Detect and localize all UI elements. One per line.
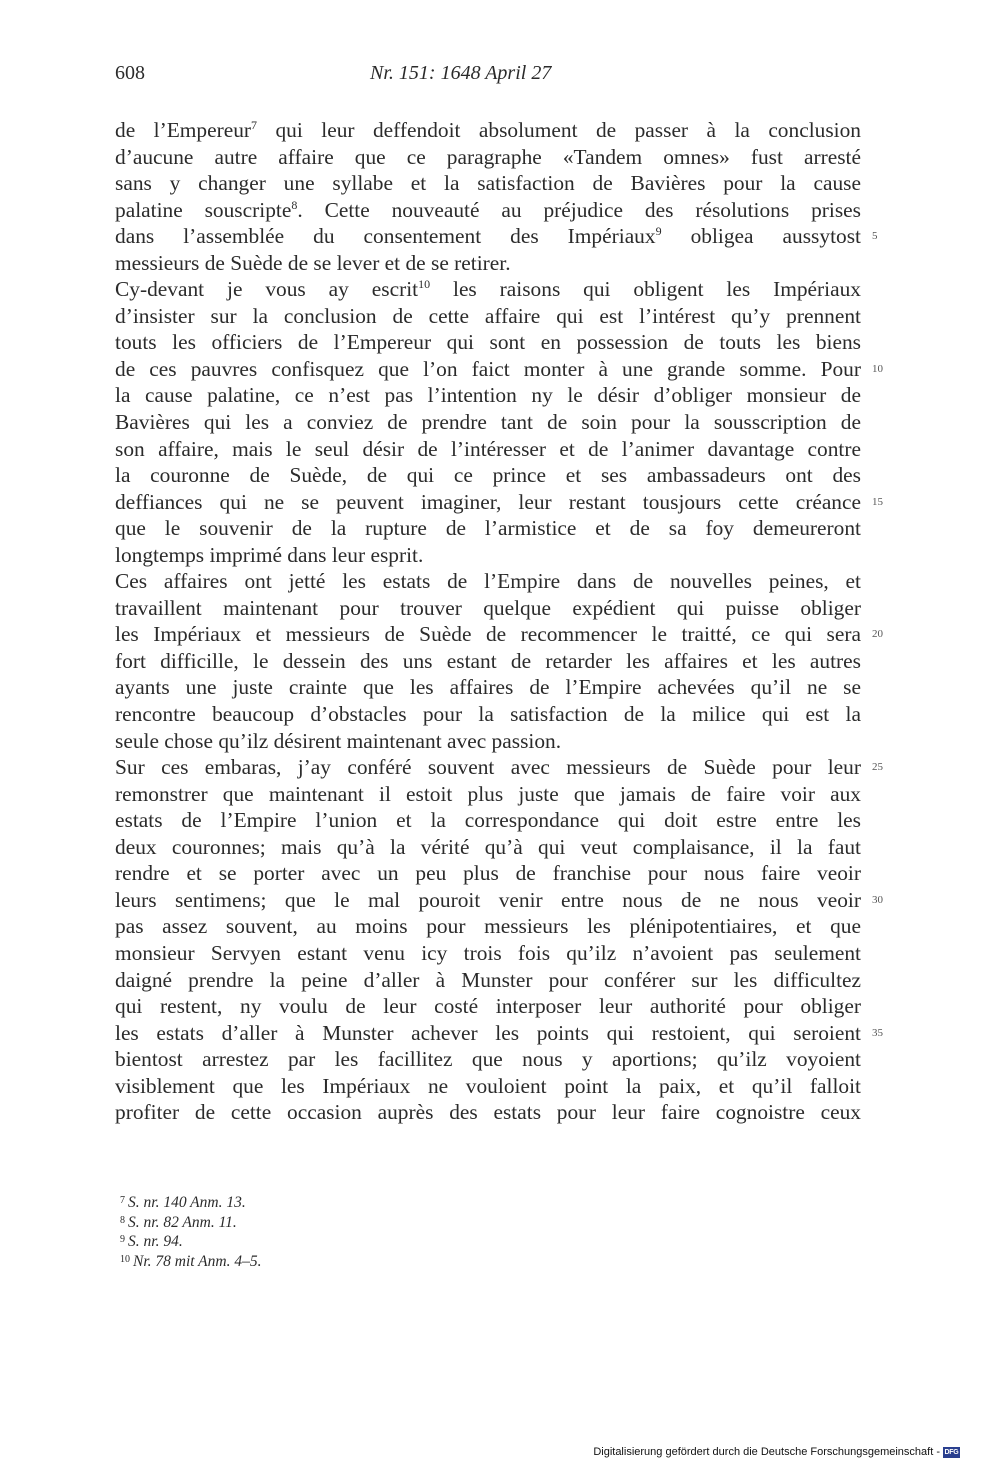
line-text: la couronne de Suède, de qui ce prince et ses ambassadeurs ont des xyxy=(115,463,861,488)
line-text: dans l’assemblée du consentement des Impériaux xyxy=(115,224,656,249)
text-line xyxy=(115,329,861,356)
text-line xyxy=(115,303,861,330)
text-line xyxy=(115,409,861,436)
line-text: qui restent, ny voulu de leur costé interposer leur authorité pour obliger xyxy=(115,994,861,1019)
line-text: seule chose qu’ilz désirent maintenant avec passion. xyxy=(115,728,562,753)
footnote-reference: 9 xyxy=(655,224,662,239)
text-line xyxy=(115,940,861,967)
footnote xyxy=(120,1230,720,1250)
text-line xyxy=(115,781,861,808)
footnote-text: S. nr. 82 Anm. 11. xyxy=(128,1213,237,1231)
footnote xyxy=(120,1211,720,1231)
line-text: deux couronnes; mais qu’à la vérité qu’à qui veut complaisance, il la faut xyxy=(115,834,861,859)
footnote-mark: 7 xyxy=(120,1195,125,1206)
dfg-logo: DFG xyxy=(944,1448,959,1456)
footnote-reference: 8 xyxy=(291,197,298,212)
text-line xyxy=(115,728,861,755)
footnote-mark: 9 xyxy=(120,1234,125,1246)
line-text-continued: . Cette nouveauté au préjudice des résolutions prises xyxy=(297,197,861,222)
footnote-reference: 7 xyxy=(251,118,258,132)
line-text: rendre et se porter avec un peu plus de franchise pour nous faire veoir xyxy=(115,861,861,886)
text-line xyxy=(115,860,861,887)
text-line xyxy=(115,648,861,675)
text-line xyxy=(115,754,883,781)
footnotes xyxy=(120,1191,720,1269)
text-line xyxy=(115,197,861,224)
line-text: remonstrer que maintenant il estoit plus juste que jamais de faire voir aux xyxy=(115,781,861,806)
text-line xyxy=(115,1046,861,1073)
line-text: sans y changer une syllabe et la satisfaction de Bavières pour la cause xyxy=(115,171,861,196)
footnote-reference: 10 xyxy=(418,277,431,292)
text-line xyxy=(115,674,861,701)
line-text: estats de l’Empire l’union et la correspondance qui doit estre entre les xyxy=(115,808,861,833)
text-line xyxy=(115,436,861,463)
footnote-text: S. nr. 140 Anm. 13. xyxy=(128,1194,246,1211)
line-number: 10 xyxy=(872,362,883,375)
text-line xyxy=(115,144,861,171)
line-text: de ces pauvres confisquez que l’on faict monter à une grande somme. Pour xyxy=(115,356,861,381)
text-line xyxy=(115,1073,861,1100)
line-text: monsieur Servyen estant venu icy trois fois qu’ilz n’avoient pas seulement xyxy=(115,940,861,965)
text-line xyxy=(115,170,861,197)
line-number: 35 xyxy=(872,1026,883,1039)
line-text: de l’Empereur xyxy=(115,118,252,142)
credit-text: Digitalisierung gefördert durch die Deutsche Forschungsgemeinschaft - xyxy=(593,1446,940,1458)
line-number: 15 xyxy=(872,495,883,508)
text-line xyxy=(115,887,883,914)
footnote-mark: 8 xyxy=(120,1214,125,1226)
text-line xyxy=(115,807,861,834)
line-text: pas assez souvent, au moins pour messieurs les plénipotentiaires, et que xyxy=(115,914,861,939)
line-text: les Impériaux et messieurs de Suède de recommencer le traitté, ce qui sera xyxy=(115,622,861,647)
line-number: 30 xyxy=(872,893,883,906)
line-text: rencontre beaucoup d’obstacles pour la satisfaction de la milice qui est la xyxy=(115,702,861,727)
line-text: visiblement que les Impériaux ne vouloient point la paix, et qu’il falloit xyxy=(115,1073,861,1098)
text-line xyxy=(115,913,861,940)
text-line xyxy=(115,117,861,144)
text-line xyxy=(115,515,861,542)
line-text: leurs sentimens; que le mal pouroit venir entre nous de ne nous veoir xyxy=(115,887,861,912)
text-line xyxy=(115,489,883,516)
text-line xyxy=(115,621,883,648)
text-line xyxy=(115,967,861,994)
line-text-continued: les raisons qui obligent les Impériaux xyxy=(430,277,861,302)
text-line xyxy=(115,993,861,1020)
running-head xyxy=(115,62,861,92)
line-text: longtemps imprimé dans leur esprit. xyxy=(115,542,424,567)
text-line xyxy=(115,276,861,303)
line-text: la cause palatine, ce n’est pas l’intention ny le désir d’obliger monsieur de xyxy=(115,383,861,408)
line-number: 25 xyxy=(872,761,883,774)
line-text: ayants une juste crainte que les affaires de l’Empire achevées qu’il ne se xyxy=(115,675,861,700)
line-text: deffiances qui ne se peuvent imaginer, leur restant tousjours cette créance xyxy=(115,489,861,514)
footnote-text: S. nr. 94. xyxy=(128,1233,183,1251)
footnote xyxy=(120,1250,720,1270)
body-text xyxy=(115,117,883,1126)
line-text: Ces affaires ont jetté les estats de l’Empire dans de nouvelles peines, et xyxy=(115,569,861,594)
footnote-mark: 10 xyxy=(120,1253,130,1265)
line-text: fort difficille, le dessein des uns estant de retarder les affaires et les autres xyxy=(115,648,861,673)
text-line xyxy=(115,834,861,861)
running-head-title: Nr. 151: 1648 April 27 xyxy=(370,62,552,84)
line-text: daigné prendre la peine d’aller à Munster pour conférer sur les difficultez xyxy=(115,967,861,992)
line-text: messieurs de Suède de se lever et de se retirer. xyxy=(115,250,511,275)
line-text: palatine souscripte xyxy=(115,197,292,222)
footnote xyxy=(120,1191,720,1211)
line-text: profiter de cette occasion auprès des estats pour leur faire cognoistre ceux xyxy=(115,1100,861,1125)
line-text: d’aucune autre affaire que ce paragraphe «Tandem omnes» fust arresté xyxy=(115,144,861,169)
text-line xyxy=(115,382,861,409)
line-text: bientost arrestez par les facillitez que nous y aportions; qu’ilz voyoient xyxy=(115,1047,861,1072)
line-text: Cy-devant je vous ay escrit xyxy=(115,277,419,302)
line-number: 20 xyxy=(872,628,883,641)
text-line xyxy=(115,701,861,728)
line-text: les estats d’aller à Munster achever les points qui restoient, qui seroient xyxy=(115,1020,861,1045)
text-line xyxy=(115,1020,883,1047)
footnote-text: Nr. 78 mit Anm. 4–5. xyxy=(133,1252,262,1270)
line-text: Bavières qui les a conviez de prendre tant de soin pour la sousscription de xyxy=(115,410,861,435)
text-line xyxy=(115,568,861,595)
line-text: travaillent maintenant pour trouver quelque expédient qui puisse obliger xyxy=(115,595,861,620)
line-text: touts les officiers de l’Empereur qui sont en possession de touts les biens xyxy=(115,330,861,355)
text-line xyxy=(115,250,861,277)
line-text-continued: qui leur deffendoit absolument de passer à la conclusion xyxy=(257,118,861,142)
text-line xyxy=(115,542,861,569)
text-line xyxy=(115,223,878,250)
page-number: 608 xyxy=(115,62,145,84)
line-text: Sur ces embaras, j’ay conféré souvent avec messieurs de Suède pour leur xyxy=(115,755,861,780)
line-number: 5 xyxy=(872,230,878,243)
line-text: que le souvenir de la rupture de l’armistice et de sa foy demeureront xyxy=(115,516,861,541)
line-text: d’insister sur la conclusion de cette affaire qui est l’intérest qu’y prennent xyxy=(115,303,861,328)
line-text-continued: obligea aussytost xyxy=(661,224,861,249)
digitization-credit xyxy=(593,1443,960,1461)
line-text: son affaire, mais le seul désir de l’intéresser et de l’animer davantage contre xyxy=(115,436,861,461)
text-line xyxy=(115,1099,861,1126)
text-line xyxy=(115,595,861,622)
text-line xyxy=(115,356,883,383)
text-line xyxy=(115,462,861,489)
